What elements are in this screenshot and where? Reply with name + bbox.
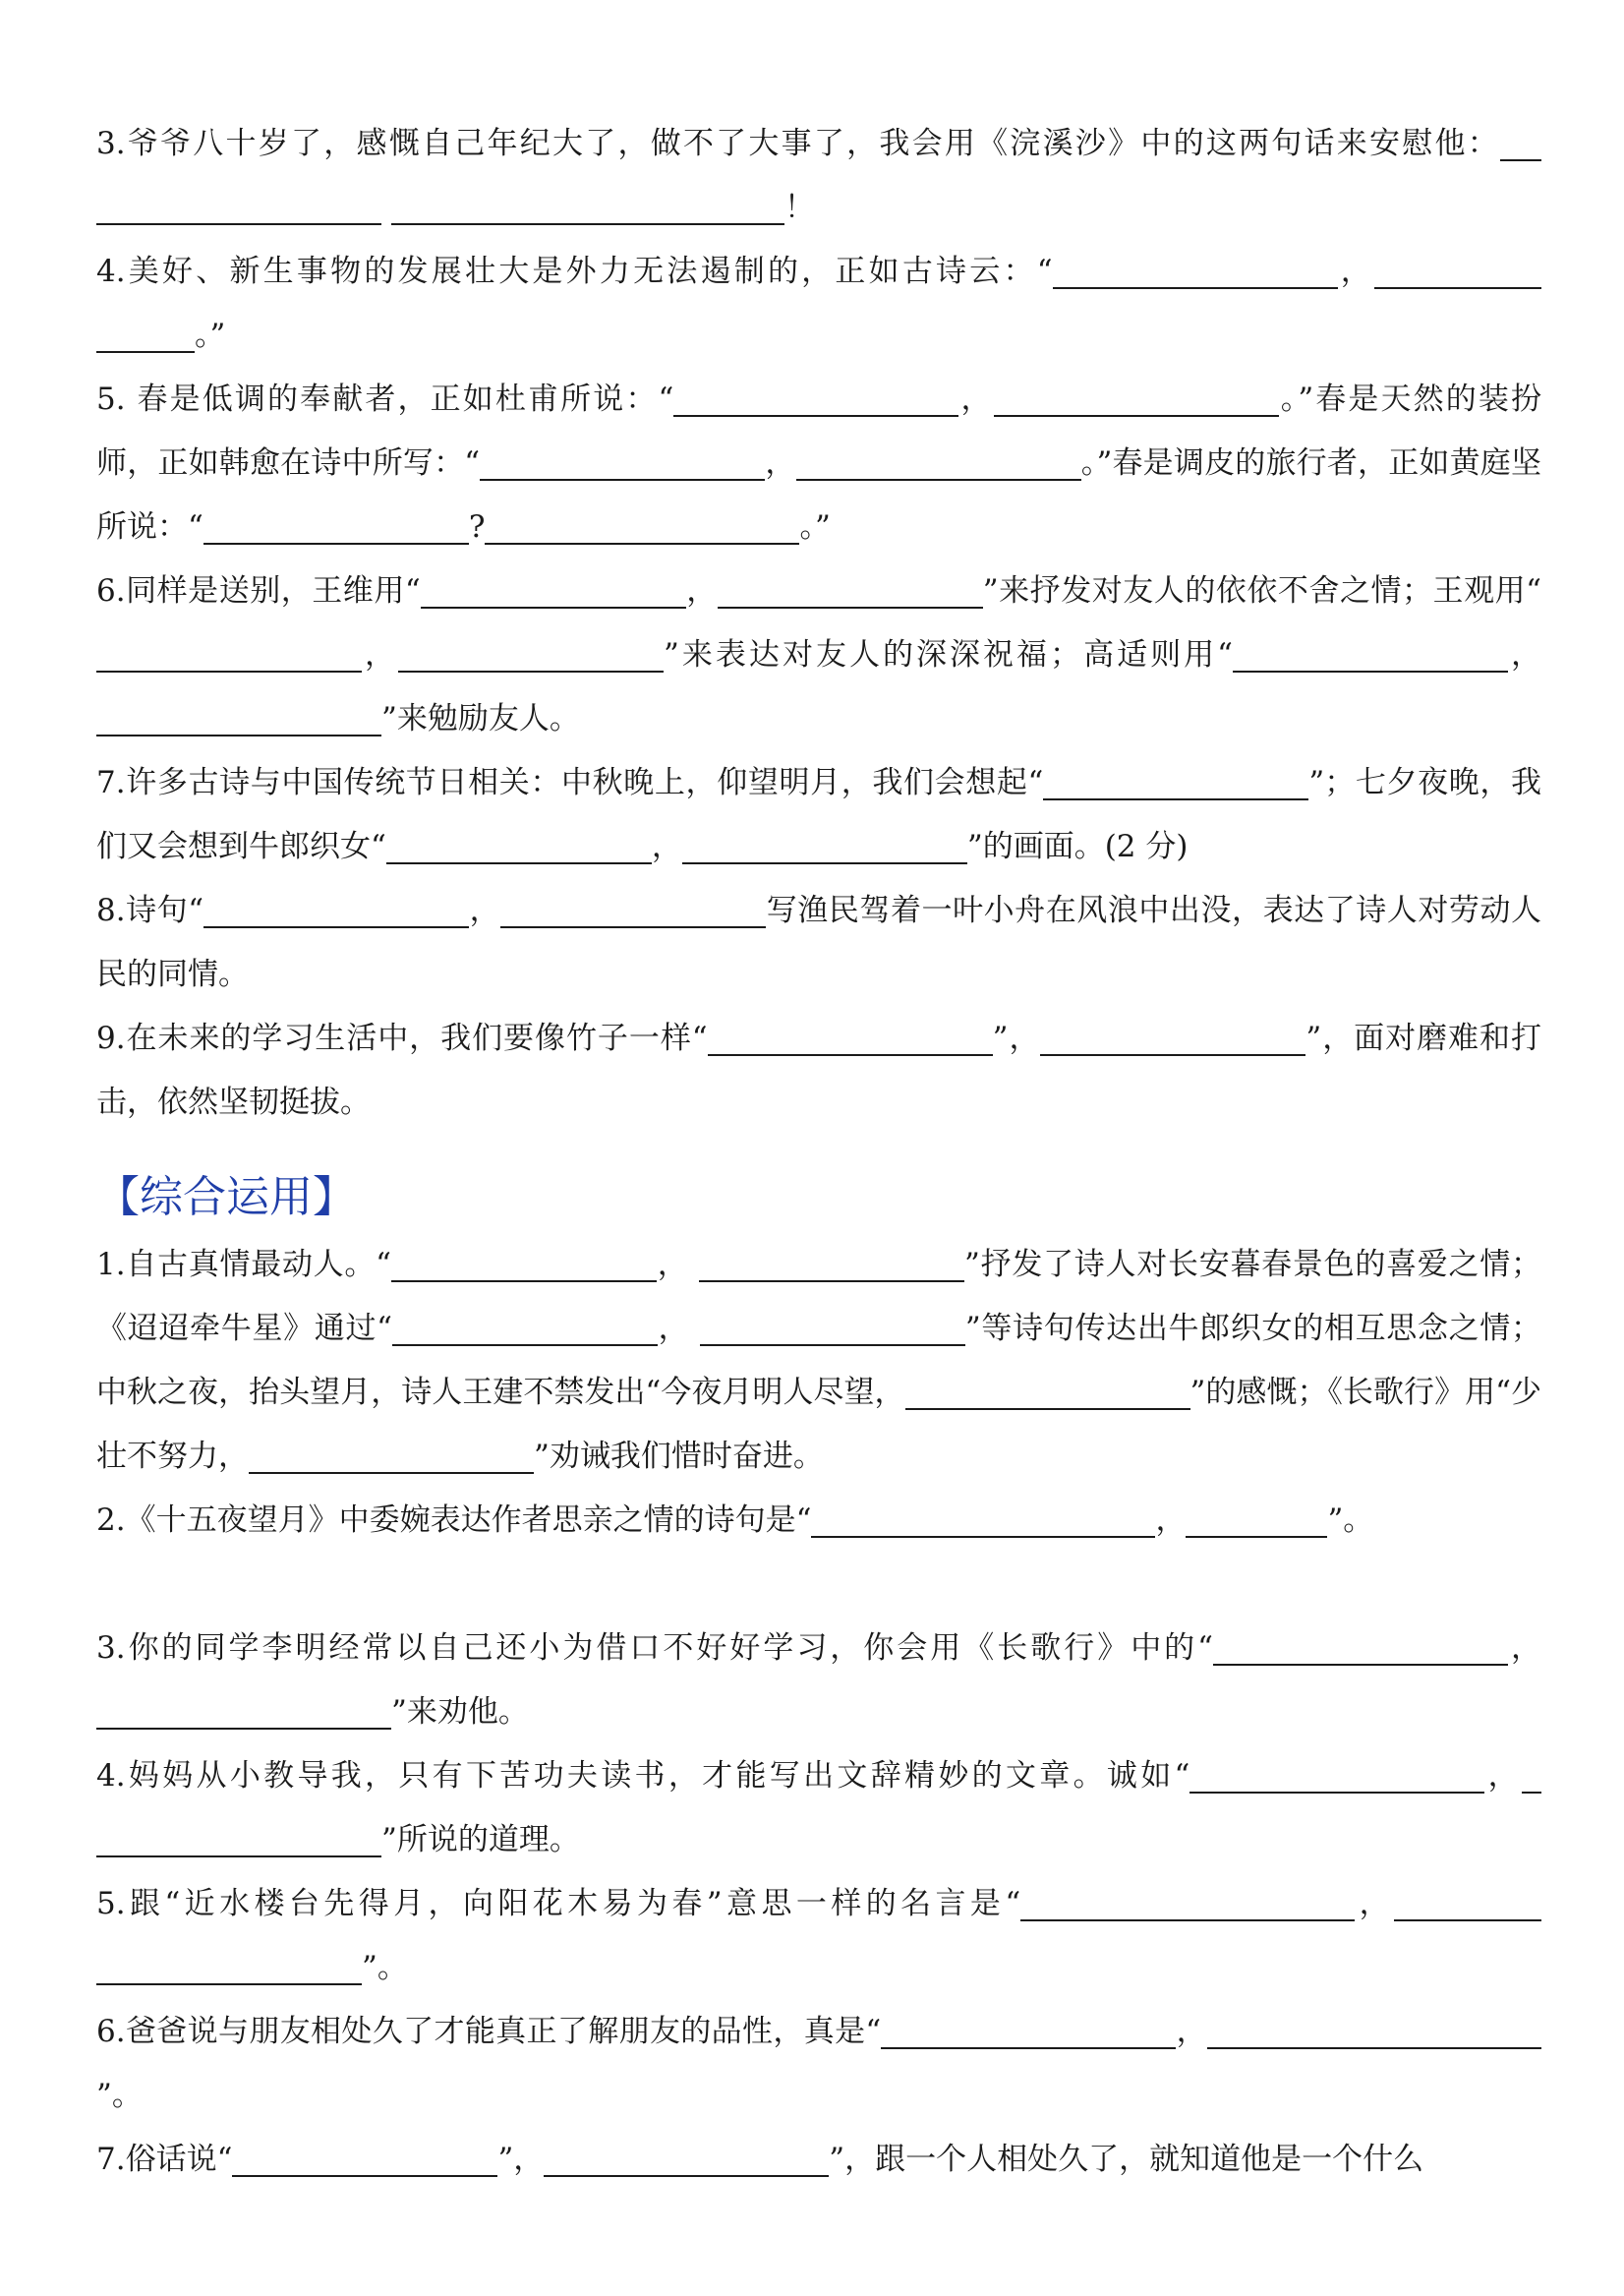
answer-blank[interactable]	[96, 1816, 381, 1857]
question-s2-6: 6.爸爸说与朋友相处久了才能真正了解朋友的品性，真是“ ，”。	[96, 2000, 1541, 2128]
answer-blank[interactable]	[232, 2136, 497, 2177]
answer-blank[interactable]	[1233, 631, 1429, 673]
answer-blank[interactable]	[1522, 1752, 1541, 1794]
answer-blank[interactable]	[994, 376, 1279, 417]
answer-blank[interactable]	[1020, 1880, 1355, 1921]
question-s2-7: 7.俗话说“ ”， ”，跟一个人相处久了，就知道他是一个什么	[96, 2128, 1541, 2192]
answer-blank[interactable]	[796, 440, 1081, 481]
answer-blank[interactable]	[1053, 248, 1338, 289]
answer-blank[interactable]	[249, 1433, 534, 1474]
question-s2-5: 5.跟“近水楼台先得月，向阳花木易为春”意思一样的名言是“ ，”。	[96, 1872, 1541, 2000]
answer-blank[interactable]	[544, 2136, 829, 2177]
answer-blank[interactable]	[1040, 1015, 1305, 1056]
question-s2-1: 1.自古真情最动人。“ ， ”抒发了诗人对长安暮春景色的喜爱之情；《迢迢牵牛星》通过“ ， ”等诗句传达出牛郎织女的相互思念之情；中秋之夜，抬头望月，诗人王建不禁发出“今夜月明人尽望， ”的感慨；《长歌行》用“少壮不努力， ”劝诫我们惜时奋进。	[96, 1233, 1541, 1489]
question-s2-2: 2.《十五夜望月》中委婉表达作者思亲之情的诗句是“ ， ”。	[96, 1489, 1541, 1553]
answer-blank[interactable]	[1394, 1880, 1541, 1921]
answer-blank[interactable]	[96, 312, 195, 353]
answer-blank[interactable]	[1500, 120, 1541, 161]
question-s1-4: 4.美好、新生事物的发展壮大是外力无法遏制的，正如古诗云：“ ，。”	[96, 240, 1541, 368]
question-s1-8: 8.诗句“ ， 写渔民驾着一叶小舟在风浪中出没，表达了诗人对劳动人民的同情。	[96, 879, 1541, 1007]
answer-blank[interactable]	[96, 631, 362, 673]
section-heading: 【综合运用】	[96, 1172, 356, 1222]
answer-blank[interactable]	[500, 887, 766, 928]
answer-blank[interactable]	[1429, 631, 1508, 673]
answer-blank[interactable]	[1207, 2008, 1443, 2049]
question-s1-9: 9.在未来的学习生活中，我们要像竹子一样“ ”， ”，面对磨难和打击，依然坚韧挺拔。	[96, 1007, 1541, 1135]
question-s1-5: 5. 春是低调的奉献者，正如杜甫所说：“ ， 。”春是天然的装扮师，正如韩愈在诗中所写：“ ， 。”春是调皮的旅行者，正如黄庭坚所说：“ ? 。”	[96, 368, 1541, 559]
answer-blank[interactable]	[203, 887, 469, 928]
answer-blank[interactable]	[480, 440, 765, 481]
answer-blank[interactable]	[391, 1241, 657, 1282]
question-s1-3: 3.爷爷八十岁了，感慨自己年纪大了，做不了大事了，我会用《浣溪沙》中的这两句话来安慰他： ！	[96, 112, 1541, 240]
answer-blank[interactable]	[398, 631, 664, 673]
answer-blank[interactable]	[392, 1305, 658, 1346]
question-s2-4: 4.妈妈从小教导我，只有下苦功夫读书，才能写出文辞精妙的文章。诚如“ ，”所说的道理。	[96, 1744, 1541, 1872]
answer-blank[interactable]	[96, 1944, 362, 1985]
answer-blank[interactable]	[1186, 1497, 1313, 1538]
answer-blank[interactable]	[485, 503, 799, 545]
answer-blank[interactable]	[1043, 759, 1308, 800]
answer-blank[interactable]	[700, 1305, 965, 1346]
answer-blank[interactable]	[1189, 1752, 1484, 1794]
question-s1-7: 7.许多古诗与中国传统节日相关：中秋晚上，仰望明月，我们会想起“ ”；七夕夜晚，我们又会想到牛郎织女“ ， ”的画面。(2 分)	[96, 751, 1541, 879]
answer-blank[interactable]	[421, 567, 686, 609]
answer-blank[interactable]	[682, 823, 967, 864]
answer-blank[interactable]	[391, 184, 784, 225]
answer-blank[interactable]	[905, 1369, 1190, 1410]
answer-blank[interactable]	[699, 1241, 964, 1282]
answer-blank[interactable]	[708, 1015, 993, 1056]
answer-blank[interactable]	[1443, 2008, 1541, 2049]
answer-blank[interactable]	[203, 503, 469, 545]
answer-blank[interactable]	[673, 376, 958, 417]
answer-blank[interactable]	[718, 567, 983, 609]
answer-blank[interactable]	[1374, 248, 1541, 289]
answer-blank[interactable]	[96, 695, 381, 736]
answer-blank[interactable]	[96, 1688, 391, 1730]
answer-blank[interactable]	[811, 1497, 1155, 1538]
answer-blank[interactable]	[1313, 1497, 1327, 1538]
answer-blank[interactable]	[96, 184, 381, 225]
answer-blank[interactable]	[386, 823, 652, 864]
answer-blank[interactable]	[1213, 1624, 1508, 1666]
question-s2-3: 3.你的同学李明经常以自己还小为借口不好好学习，你会用《长歌行》中的“ ，”来劝他。	[96, 1617, 1541, 1744]
answer-blank[interactable]	[881, 2008, 1176, 2049]
question-s1-6: 6.同样是送别，王维用“ ， ”来抒发对友人的依依不舍之情；王观用“， ”来表达对友人的深深祝福；高适则用“ ，”来勉励友人。	[96, 559, 1541, 751]
